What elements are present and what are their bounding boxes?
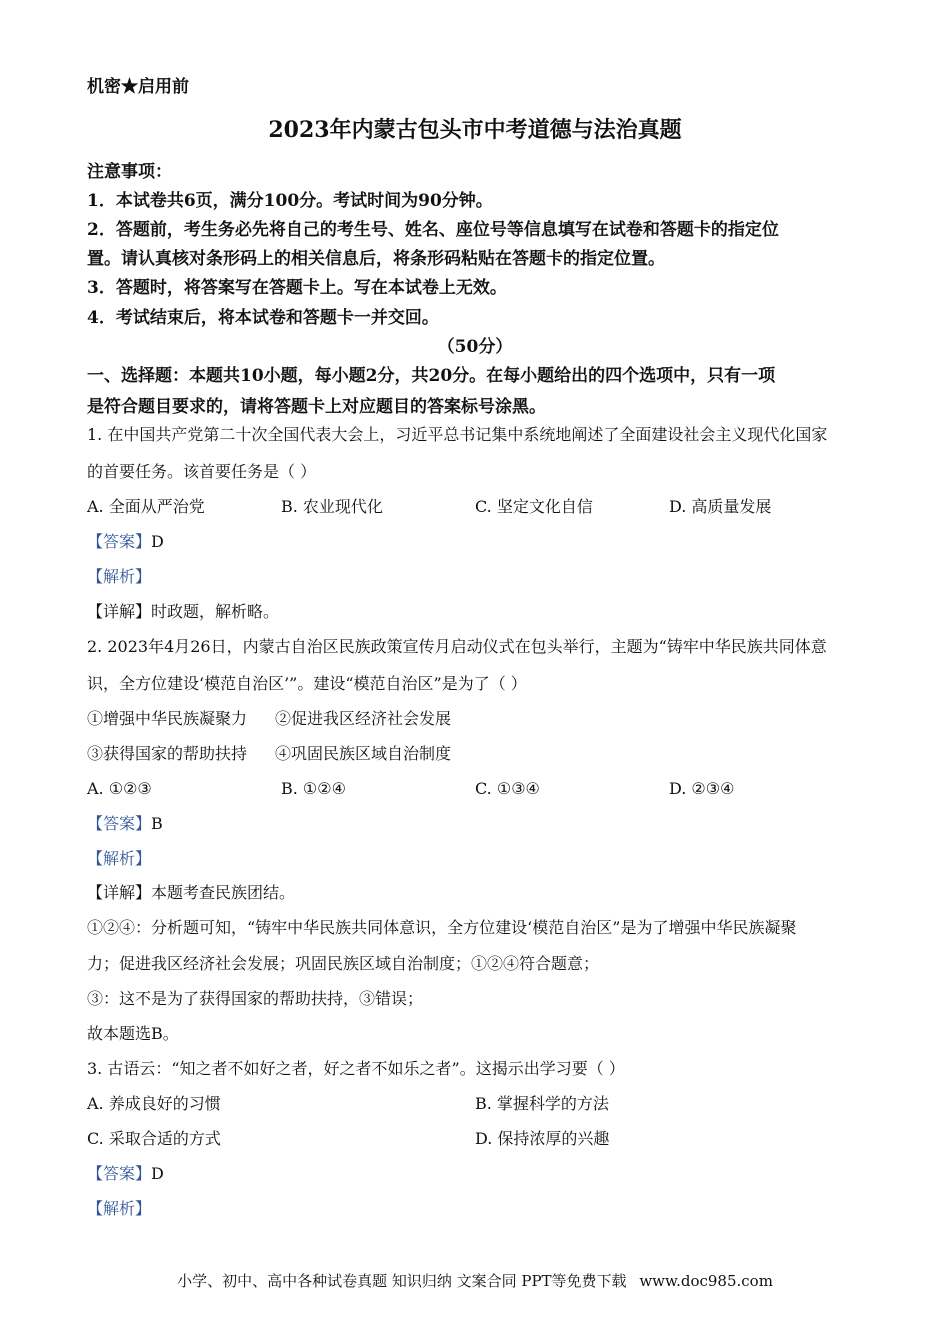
- q3-option-a: A. 养成良好的习惯: [87, 1094, 221, 1113]
- footer-url[interactable]: www.doc985.com: [639, 1272, 773, 1290]
- answer-value: B: [151, 814, 163, 833]
- footer-text: 小学、初中、高中各种试卷真题 知识归纳 文案合同 PPT等免费下载: [177, 1272, 627, 1290]
- q1-analysis-tag: 【解析】: [87, 567, 152, 586]
- detail-text: 时政题，解析略。: [151, 602, 280, 621]
- question-1-stem-cont: 的首要任务。该首要任务是（ ）: [87, 462, 317, 481]
- q1-answer: [87, 532, 164, 552]
- q3-option-d: D. 保持浓厚的兴趣: [475, 1129, 610, 1148]
- q2-option-c: C. ①③④: [475, 779, 540, 798]
- q3-option-c: C. 采取合适的方式: [87, 1129, 221, 1148]
- q2-option-b: B. ①②④: [281, 779, 346, 798]
- q1-option-c: C. 坚定文化自信: [475, 497, 593, 516]
- notes-heading: 注意事项：: [87, 162, 172, 182]
- question-1-stem: 1. 在中国共产党第二十次全国代表大会上，习近平总书记集中系统地阐述了全面建设社会主义现代化国家: [87, 425, 828, 444]
- answer-tag: 【答案】: [87, 1164, 152, 1183]
- note-item: 3．答题时，将答案写在答题卡上。写在本试卷上无效。: [87, 278, 507, 298]
- page-footer: [0, 1270, 950, 1291]
- q2-item-2: ②促进我区经济社会发展: [275, 709, 452, 728]
- page-title: 2023年内蒙古包头市中考道德与法治真题: [268, 117, 682, 143]
- q2-option-d: D. ②③④: [669, 779, 735, 798]
- answer-tag: 【答案】: [87, 532, 152, 551]
- detail-tag: 【详解】: [87, 883, 152, 902]
- answer-value: D: [151, 1164, 164, 1183]
- detail-text: 本题考查民族团结。: [151, 883, 296, 902]
- note-item: 4．考试结束后，将本试卷和答题卡一并交回。: [87, 308, 439, 328]
- detail-tag: 【详解】: [87, 602, 152, 621]
- q2-explanation-1: ①②④：分析题可知，“铸牢中华民族共同体意识，全方位建设‘模范自治区”是为了增强中华民族凝聚: [87, 918, 797, 937]
- q3-option-b: B. 掌握科学的方法: [475, 1094, 609, 1113]
- score-label: （50分）: [437, 337, 513, 357]
- q2-item-4: ④巩固民族区域自治制度: [275, 744, 452, 763]
- section-heading-cont: 是符合题目要求的，请将答题卡上对应题目的答案标号涂黑。: [87, 397, 546, 417]
- q2-analysis-tag: 【解析】: [87, 849, 152, 868]
- q2-explanation-2: 力；促进我区经济社会发展；巩固民族区域自治制度；①②④符合题意；: [87, 954, 600, 973]
- section-heading: 一、选择题：本题共10小题，每小题2分，共20分。在每小题给出的四个选项中，只有一项: [87, 366, 776, 386]
- answer-value: D: [151, 532, 164, 551]
- question-2-stem-cont: 识，全方位建设‘模范自治区’”。建设“模范自治区”是为了（ ）: [87, 674, 527, 693]
- q2-conclusion: 故本题选B。: [87, 1024, 179, 1043]
- note-item: 置。请认真核对条形码上的相关信息后，将条形码粘贴在答题卡的指定位置。: [87, 249, 665, 269]
- note-item: 1．本试卷共6页，满分100分。考试时间为90分钟。: [87, 191, 493, 211]
- question-2-stem: 2. 2023年4月26日，内蒙古自治区民族政策宣传月启动仪式在包头举行，主题为“铸牢中华民族共同体意: [87, 637, 827, 656]
- note-item: 2．答题前，考生务必先将自己的考生号、姓名、座位号等信息填写在试卷和答题卡的指定位: [87, 220, 779, 240]
- q1-option-b: B. 农业现代化: [281, 497, 383, 516]
- q2-option-a: A. ①②③: [87, 779, 152, 798]
- q1-option-d: D. 高质量发展: [669, 497, 772, 516]
- question-3-stem: 3. 古语云：“知之者不如好之者，好之者不如乐之者”。这揭示出学习要（ ）: [87, 1059, 625, 1078]
- q1-option-a: A. 全面从严治党: [87, 497, 205, 516]
- q2-item-1: ①增强中华民族凝聚力: [87, 709, 248, 728]
- q2-explanation-3: ③：这不是为了获得国家的帮助扶持，③错误；: [87, 989, 424, 1008]
- q2-item-3: ③获得国家的帮助扶持: [87, 744, 248, 763]
- answer-tag: 【答案】: [87, 814, 152, 833]
- q2-answer: [87, 814, 163, 834]
- q3-answer: [87, 1164, 164, 1184]
- q2-detail: [87, 883, 295, 903]
- confidential-label: 机密★启用前: [87, 77, 189, 97]
- q1-detail: [87, 602, 279, 622]
- q3-analysis-tag: 【解析】: [87, 1199, 152, 1218]
